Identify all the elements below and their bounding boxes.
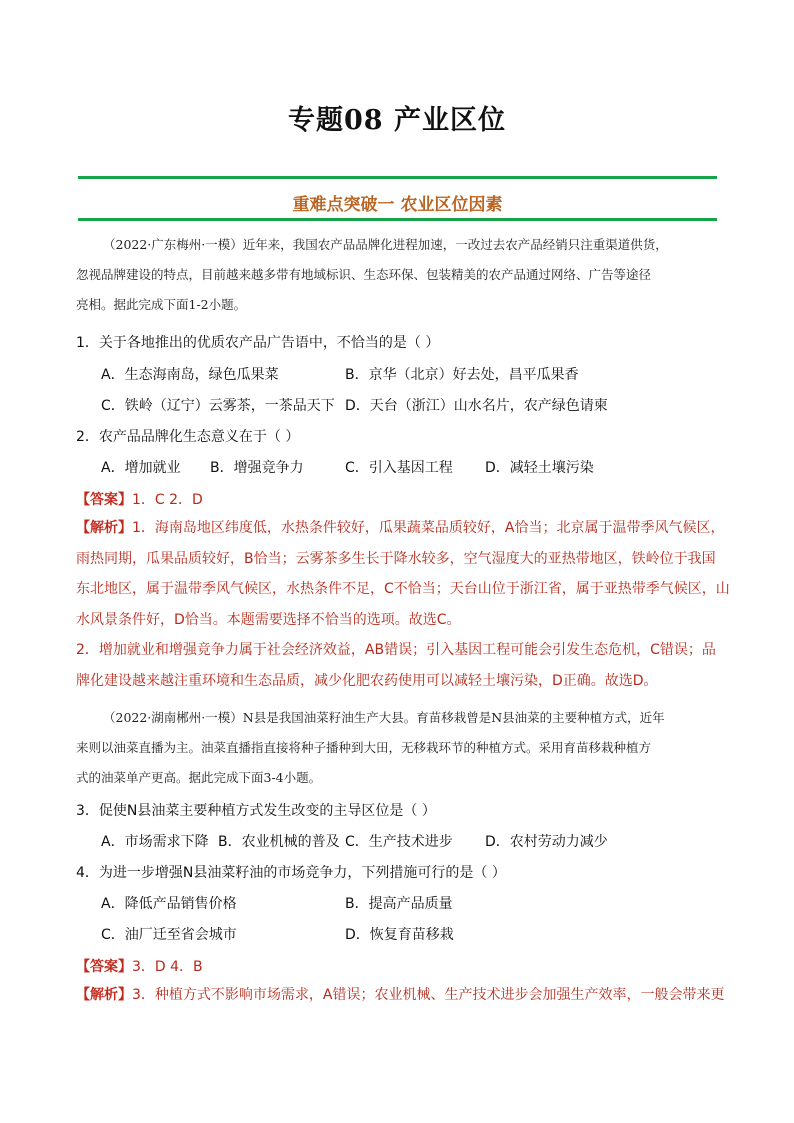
- explanation-line: [76, 980, 726, 1011]
- passage-2: [76, 703, 724, 793]
- passage-1: [76, 230, 724, 320]
- explanation-2: [76, 980, 726, 1011]
- question-3-option-a: A．市场需求下降: [101, 834, 209, 850]
- explanation-line: 牌化建设越来越注重环境和生态品质，减少化肥农药使用可以减轻土壤污染，D正确。故选D。: [76, 672, 658, 689]
- section-rule-top: [78, 176, 717, 179]
- question-1-option-d: D．天台（浙江）山水名片，农产绿色请柬: [345, 398, 608, 414]
- section-heading: 重难点突破一 农业区位因素: [292, 195, 503, 215]
- question-1-stem: 1．关于各地推出的优质农产品广告语中，不恰当的是（ ）: [76, 335, 440, 351]
- question-3-option-b: B．农业机械的普及: [218, 834, 340, 850]
- passage-line: 忽视品牌建设的特点，目前越来越多带有地域标识、生态环保、包装精美的农产品通过网络、广告等途径: [76, 267, 652, 282]
- passage-line: 亮相。据此完成下面1-2小题。: [76, 297, 247, 312]
- explanation-text: 3．种植方式不影响市场需求，A错误；农业机械、生产技术进步会加强生产效率，一般会带来更: [132, 987, 725, 1003]
- question-2-option-c: C．引入基因工程: [345, 460, 453, 476]
- answer-tag: 【答案】: [76, 959, 132, 975]
- answer-text: 3．D 4．B: [132, 959, 203, 975]
- page-title: 专题08 产业区位: [288, 105, 506, 136]
- question-4-option-b: B．提高产品质量: [345, 896, 453, 912]
- question-2-option-d: D．减轻土壤污染: [485, 460, 594, 476]
- question-1-option-c: C．铁岭（辽宁）云雾茶，一茶品天下: [101, 398, 335, 414]
- explanation-tag: 【解析】: [76, 520, 132, 536]
- question-4-option-d: D．恢复育苗移栽: [345, 927, 454, 943]
- section-rule-bottom: [78, 218, 717, 221]
- explanation-line: [76, 513, 726, 544]
- explanation-tag: 【解析】: [76, 987, 132, 1003]
- answer-text: 1．C 2．D: [132, 492, 203, 508]
- explanation-1: [76, 513, 730, 696]
- passage-line: （2022·广东梅州·一模）近年来，我国农产品品牌化进程加速，一改过去农产品经销只注重渠道供货，: [103, 237, 668, 252]
- question-4-option-c: C．油厂迁至省会城市: [101, 927, 237, 943]
- explanation-line: 雨热同期，瓜果品质较好，B恰当；云雾茶多生长于降水较多，空气湿度大的亚热带地区，铁岭位于我国: [76, 550, 716, 567]
- explanation-line: 东北地区，属于温带季风气候区，水热条件不足，C不恰当；天台山位于浙江省，属于亚热带季气候区，山: [76, 581, 730, 597]
- answer-1: [76, 489, 203, 509]
- question-2-option-a: A．增加就业: [101, 460, 181, 476]
- question-1-option-b: B．京华（北京）好去处，昌平瓜果香: [345, 367, 579, 383]
- answer-tag: 【答案】: [76, 492, 132, 508]
- question-3-option-d: D．农村劳动力减少: [485, 834, 608, 850]
- question-4-option-a: A．降低产品销售价格: [101, 896, 237, 912]
- explanation-text: 1．海南岛地区纬度低，水热条件较好，瓜果蔬菜品质较好，A恰当；北京属于温带季风气候区，: [132, 520, 725, 536]
- question-4-stem: 4．为进一步增强N县油菜籽油的市场竞争力，下列措施可行的是（ ）: [76, 865, 506, 881]
- question-3-option-c: C．生产技术进步: [345, 834, 453, 850]
- passage-line: 式的油菜单产更高。据此完成下面3-4小题。: [76, 770, 322, 785]
- question-2-option-b: B．增强竞争力: [210, 460, 304, 476]
- passage-line: 来则以油菜直播为主。油菜直播指直接将种子播种到大田，无移栽环节的种植方式。采用育苗移栽种植方: [76, 740, 652, 755]
- passage-line: （2022·湖南郴州·一模）N县是我国油菜籽油生产大县。育苗移栽曾是N县油菜的主要种植方式，近年: [103, 710, 665, 725]
- question-2-stem: 2．农产品品牌化生态意义在于（ ）: [76, 429, 300, 445]
- explanation-line: 2．增加就业和增强竞争力属于社会经济效益，AB错误；引入基因工程可能会引发生态危机，C错误；品: [76, 642, 716, 658]
- answer-2: [76, 956, 203, 976]
- question-1-option-a: A．生态海南岛，绿色瓜果菜: [101, 367, 279, 383]
- explanation-line: 水风景条件好，D恰当。本题需要选择不恰当的选项。故选C。: [76, 611, 461, 628]
- question-3-stem: 3．促使N县油菜主要种植方式发生改变的主导区位是（ ）: [76, 803, 436, 819]
